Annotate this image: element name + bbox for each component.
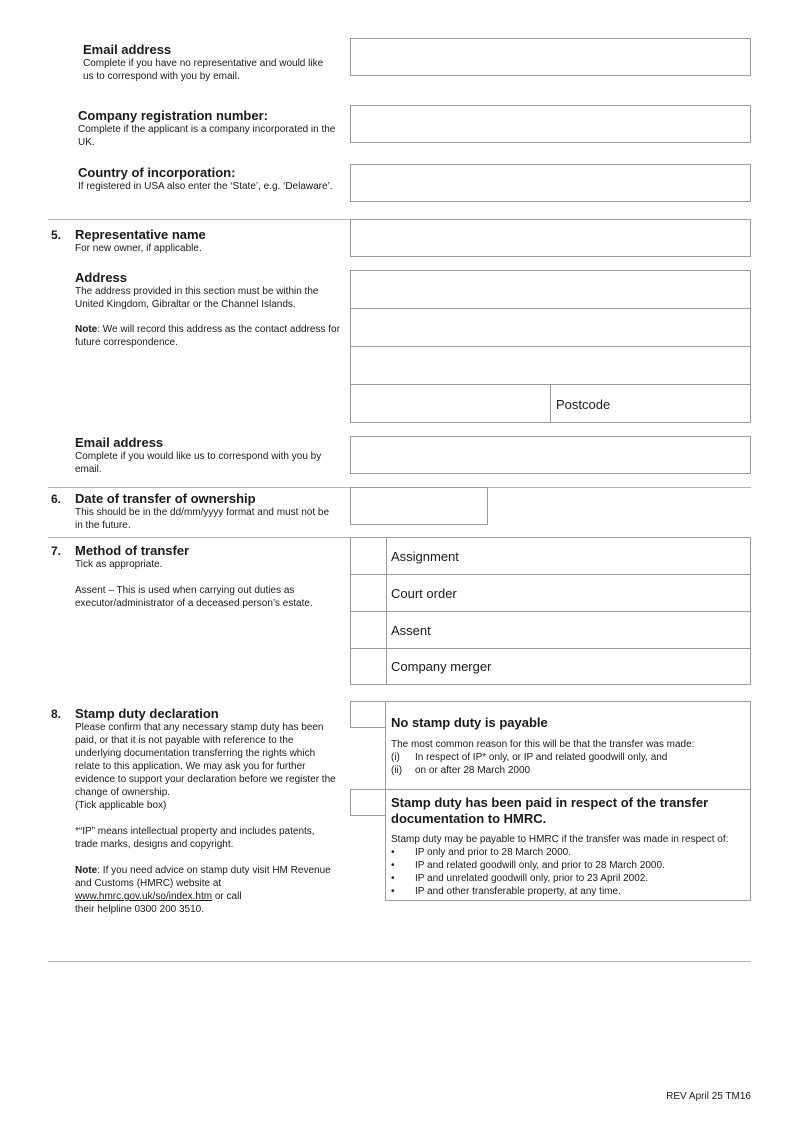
address-note xyxy=(75,323,340,349)
section-8-number: 8. xyxy=(51,707,62,721)
rep-email-label: Email address xyxy=(75,435,164,450)
assent-checkbox[interactable] xyxy=(351,612,386,648)
stamp-duty-options xyxy=(385,701,751,901)
stamp-duty-paid-reasons xyxy=(391,846,749,898)
country-input[interactable] xyxy=(350,164,751,202)
email-label: Email address xyxy=(83,42,172,57)
section-7-number: 7. xyxy=(51,544,62,558)
email-input[interactable] xyxy=(350,38,751,76)
hmrc-note-text: : If you need advice on stamp duty visit HM Revenue and Customs (HMRC) website at xyxy=(75,865,331,889)
method-label: Method of transfer xyxy=(75,543,190,558)
hmrc-after-link: or call xyxy=(212,891,242,902)
assent-help: Assent – This is used when carrying out duties as executor/administrator of a deceased person’s estate. xyxy=(75,585,313,609)
list-item: • IP and other transferable property, at any time. xyxy=(391,886,621,897)
tick-note: (Tick applicable box) xyxy=(75,800,167,811)
email-section xyxy=(83,42,333,83)
stamp-duty-paid-option xyxy=(391,795,749,898)
assignment-checkbox[interactable] xyxy=(351,538,386,574)
no-stamp-duty-heading: No stamp duty is payable xyxy=(391,715,548,730)
country-label: Country of incorporation: xyxy=(78,165,236,180)
rep-email-help: Complete if you would like us to correspond with you by email. xyxy=(75,451,322,475)
representative-name-section xyxy=(75,227,337,255)
address-line-4-input[interactable] xyxy=(351,385,550,422)
method-section xyxy=(75,543,340,610)
stamp-duty-paid-checkbox[interactable] xyxy=(350,789,386,816)
address-line-2-input[interactable] xyxy=(351,309,750,346)
hmrc-note-label: Note xyxy=(75,865,98,876)
hmrc-note xyxy=(75,864,337,916)
stamp-duty-paid-heading: Stamp duty has been paid in respect of the transfer documentation to HMRC. xyxy=(391,795,709,826)
section-5-number: 5. xyxy=(51,228,62,242)
hmrc-helpline: their helpline 0300 200 3510. xyxy=(75,904,204,915)
postcode-divider xyxy=(550,385,551,422)
court-order-checkbox[interactable] xyxy=(351,575,386,611)
address-help: The address provided in this section must be within the United Kingdom, Gibraltar or the Channel Islands. xyxy=(75,286,319,310)
company-reg-section xyxy=(78,108,338,149)
address-section xyxy=(75,270,340,349)
country-section xyxy=(78,165,338,193)
section-6-number: 6. xyxy=(51,492,62,506)
address-line-3-input[interactable] xyxy=(351,347,750,384)
transfer-date-input[interactable] xyxy=(350,487,488,525)
option-divider xyxy=(386,789,750,790)
stamp-duty-paid-intro: Stamp duty may be payable to HMRC if the transfer was made in respect of: xyxy=(391,834,729,845)
rep-email-section xyxy=(75,435,340,476)
no-stamp-duty-intro: The most common reason for this will be that the transfer was made: xyxy=(391,739,695,750)
address-block xyxy=(350,270,751,423)
address-line-1-input[interactable] xyxy=(351,271,750,308)
rep-email-input[interactable] xyxy=(350,436,751,474)
option-divider xyxy=(351,611,750,612)
company-reg-help: Complete if the applicant is a company incorporated in the UK. xyxy=(78,124,336,148)
no-stamp-duty-reasons xyxy=(391,751,746,777)
company-merger-checkbox[interactable] xyxy=(351,649,386,684)
address-note-label: Note xyxy=(75,324,98,335)
option-divider xyxy=(351,574,750,575)
postcode-label: Postcode xyxy=(556,397,611,412)
address-label: Address xyxy=(75,270,128,285)
stamp-duty-help: Please confirm that any necessary stamp duty has been paid, or that it is not payable with reference to the underlying documentation transferring the rights which relate to this application. We may ask you for further evidence to support your declaration before we register the change of ownership. xyxy=(75,722,336,798)
option-divider xyxy=(351,648,750,649)
method-help: Tick as appropriate. xyxy=(75,559,163,570)
list-item: • IP and related goodwill only, and prior to 28 March 2000. xyxy=(391,860,665,871)
email-help: Complete if you have no representative and would like us to correspond with you by email. xyxy=(83,58,324,82)
hmrc-link[interactable]: www.hmrc.gov.uk/so/index.htm xyxy=(75,891,213,902)
company-reg-input[interactable] xyxy=(350,105,751,143)
stamp-duty-label: Stamp duty declaration xyxy=(75,706,219,721)
list-item: (ii) on or after 28 March 2000 xyxy=(391,765,531,776)
company-merger-option: Company merger xyxy=(391,659,492,674)
list-item: • IP only and prior to 28 March 2000. xyxy=(391,847,572,858)
transfer-date-help: This should be in the dd/mm/yyyy format and must not be in the future. xyxy=(75,507,330,531)
court-order-option: Court order xyxy=(391,586,457,601)
method-options xyxy=(350,537,751,685)
divider xyxy=(48,961,751,962)
transfer-date-label: Date of transfer of ownership xyxy=(75,491,256,506)
representative-name-input[interactable] xyxy=(350,219,751,257)
stamp-duty-section xyxy=(75,706,337,916)
country-help: If registered in USA also enter the ‘State’, e.g. ‘Delaware’. xyxy=(78,181,333,192)
no-stamp-duty-option xyxy=(391,715,746,777)
address-note-text: : We will record this address as the contact address for future correspondence. xyxy=(75,324,340,348)
revision-footer: REV April 25 TM16 xyxy=(666,1091,751,1102)
transfer-date-section xyxy=(75,491,337,532)
ip-note: *“IP” means intellectual property and includes patents, trade marks, designs and copyright. xyxy=(75,826,315,850)
list-item: (i) In respect of IP* only, or IP and related goodwill only, and xyxy=(391,752,668,763)
representative-name-label: Representative name xyxy=(75,227,206,242)
no-stamp-duty-checkbox[interactable] xyxy=(350,701,386,728)
assent-option: Assent xyxy=(391,623,431,638)
company-reg-label: Company registration number: xyxy=(78,108,268,123)
representative-name-help: For new owner, if applicable. xyxy=(75,243,202,254)
list-item: • IP and unrelated goodwill only, prior to 23 April 2002. xyxy=(391,873,649,884)
assignment-option: Assignment xyxy=(391,549,459,564)
